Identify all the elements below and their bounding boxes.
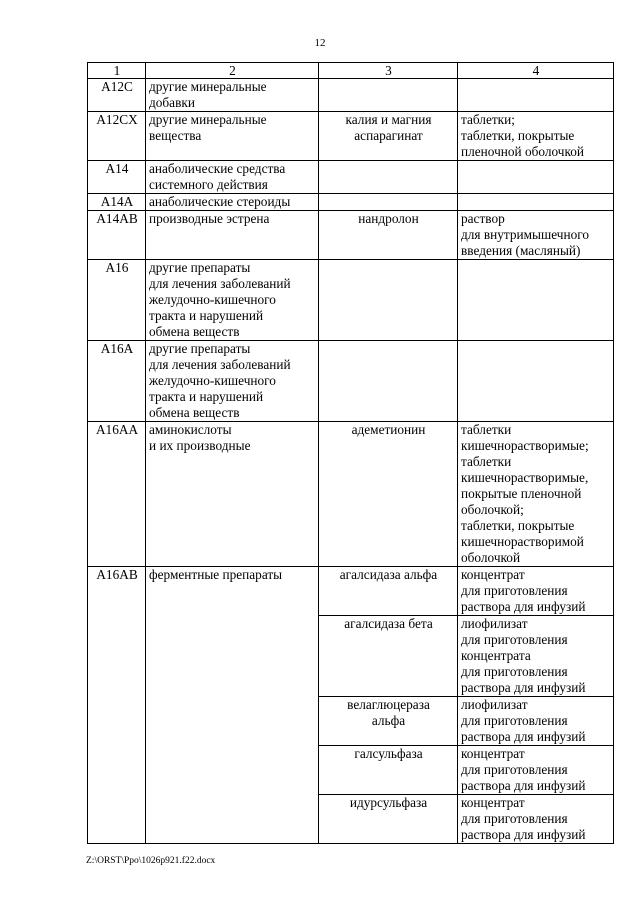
column-header: 3: [319, 63, 458, 79]
inn-name: [319, 341, 458, 422]
group-name: другие минеральные добавки: [146, 79, 319, 112]
dosage-form: раствор для внутримышечного введения (масляный): [458, 211, 614, 260]
dosage-form: [458, 341, 614, 422]
inn-name: нандролон: [319, 211, 458, 260]
table-row: [88, 341, 614, 422]
inn-name: калия и магния аспарагинат: [319, 112, 458, 161]
group-name: аминокислоты и их производные: [146, 422, 319, 567]
dosage-form: [458, 79, 614, 112]
group-name: другие препараты для лечения заболеваний желудочно-кишечного тракта и нарушений обмена веществ: [146, 341, 319, 422]
atc-code: A16: [88, 260, 146, 341]
table-row: [88, 260, 614, 341]
atc-code: A16A: [88, 341, 146, 422]
table-row: [88, 161, 614, 194]
atc-code: A12C: [88, 79, 146, 112]
inn-name: [319, 194, 458, 211]
dosage-form: лиофилизат для приготовления раствора для инфузий: [458, 697, 614, 746]
footer-file-path: Z:\ORST\Ppo\1026p921.f22.docx: [86, 856, 216, 866]
atc-code: A16AA: [88, 422, 146, 567]
inn-name: агалсидаза альфа: [319, 567, 458, 616]
column-header: 1: [88, 63, 146, 79]
dosage-form: лиофилизат для приготовления концентрата для приготовления раствора для инфузий: [458, 616, 614, 697]
inn-name: идурсульфаза: [319, 795, 458, 844]
atc-code: A14AB: [88, 211, 146, 260]
inn-name: агалсидаза бета: [319, 616, 458, 697]
table-header-row: [88, 63, 614, 79]
atc-code: A14A: [88, 194, 146, 211]
inn-name: [319, 79, 458, 112]
dosage-form: таблетки кишечнорастворимые; таблетки кишечнорастворимые, покрытые пленочной оболочкой; таблетки, покрытые кишечнорастворимой оболочкой: [458, 422, 614, 567]
dosage-form: концентрат для приготовления раствора для инфузий: [458, 567, 614, 616]
inn-name: галсульфаза: [319, 746, 458, 795]
group-name: анаболические стероиды: [146, 194, 319, 211]
group-name: другие препараты для лечения заболеваний желудочно-кишечного тракта и нарушений обмена веществ: [146, 260, 319, 341]
drug-classification-table: [87, 62, 614, 844]
dosage-form: концентрат для приготовления раствора для инфузий: [458, 746, 614, 795]
table-row: [88, 194, 614, 211]
table-row: [88, 112, 614, 161]
atc-code: A14: [88, 161, 146, 194]
column-header: 2: [146, 63, 319, 79]
inn-name: адеметионин: [319, 422, 458, 567]
table-row: [88, 567, 614, 616]
dosage-form: [458, 194, 614, 211]
group-name: производные эстрена: [146, 211, 319, 260]
inn-name: велаглюцераза альфа: [319, 697, 458, 746]
group-name: анаболические средства системного действия: [146, 161, 319, 194]
group-name: другие минеральные вещества: [146, 112, 319, 161]
dosage-form: [458, 260, 614, 341]
atc-code: A16AB: [88, 567, 146, 844]
group-name: ферментные препараты: [146, 567, 319, 844]
atc-code: A12CX: [88, 112, 146, 161]
inn-name: [319, 161, 458, 194]
page-number: 12: [314, 37, 326, 49]
dosage-form: концентрат для приготовления раствора для инфузий: [458, 795, 614, 844]
column-header: 4: [458, 63, 614, 79]
table-row: [88, 211, 614, 260]
inn-name: [319, 260, 458, 341]
dosage-form: таблетки; таблетки, покрытые пленочной оболочкой: [458, 112, 614, 161]
table-row: [88, 422, 614, 567]
dosage-form: [458, 161, 614, 194]
table-row: [88, 79, 614, 112]
